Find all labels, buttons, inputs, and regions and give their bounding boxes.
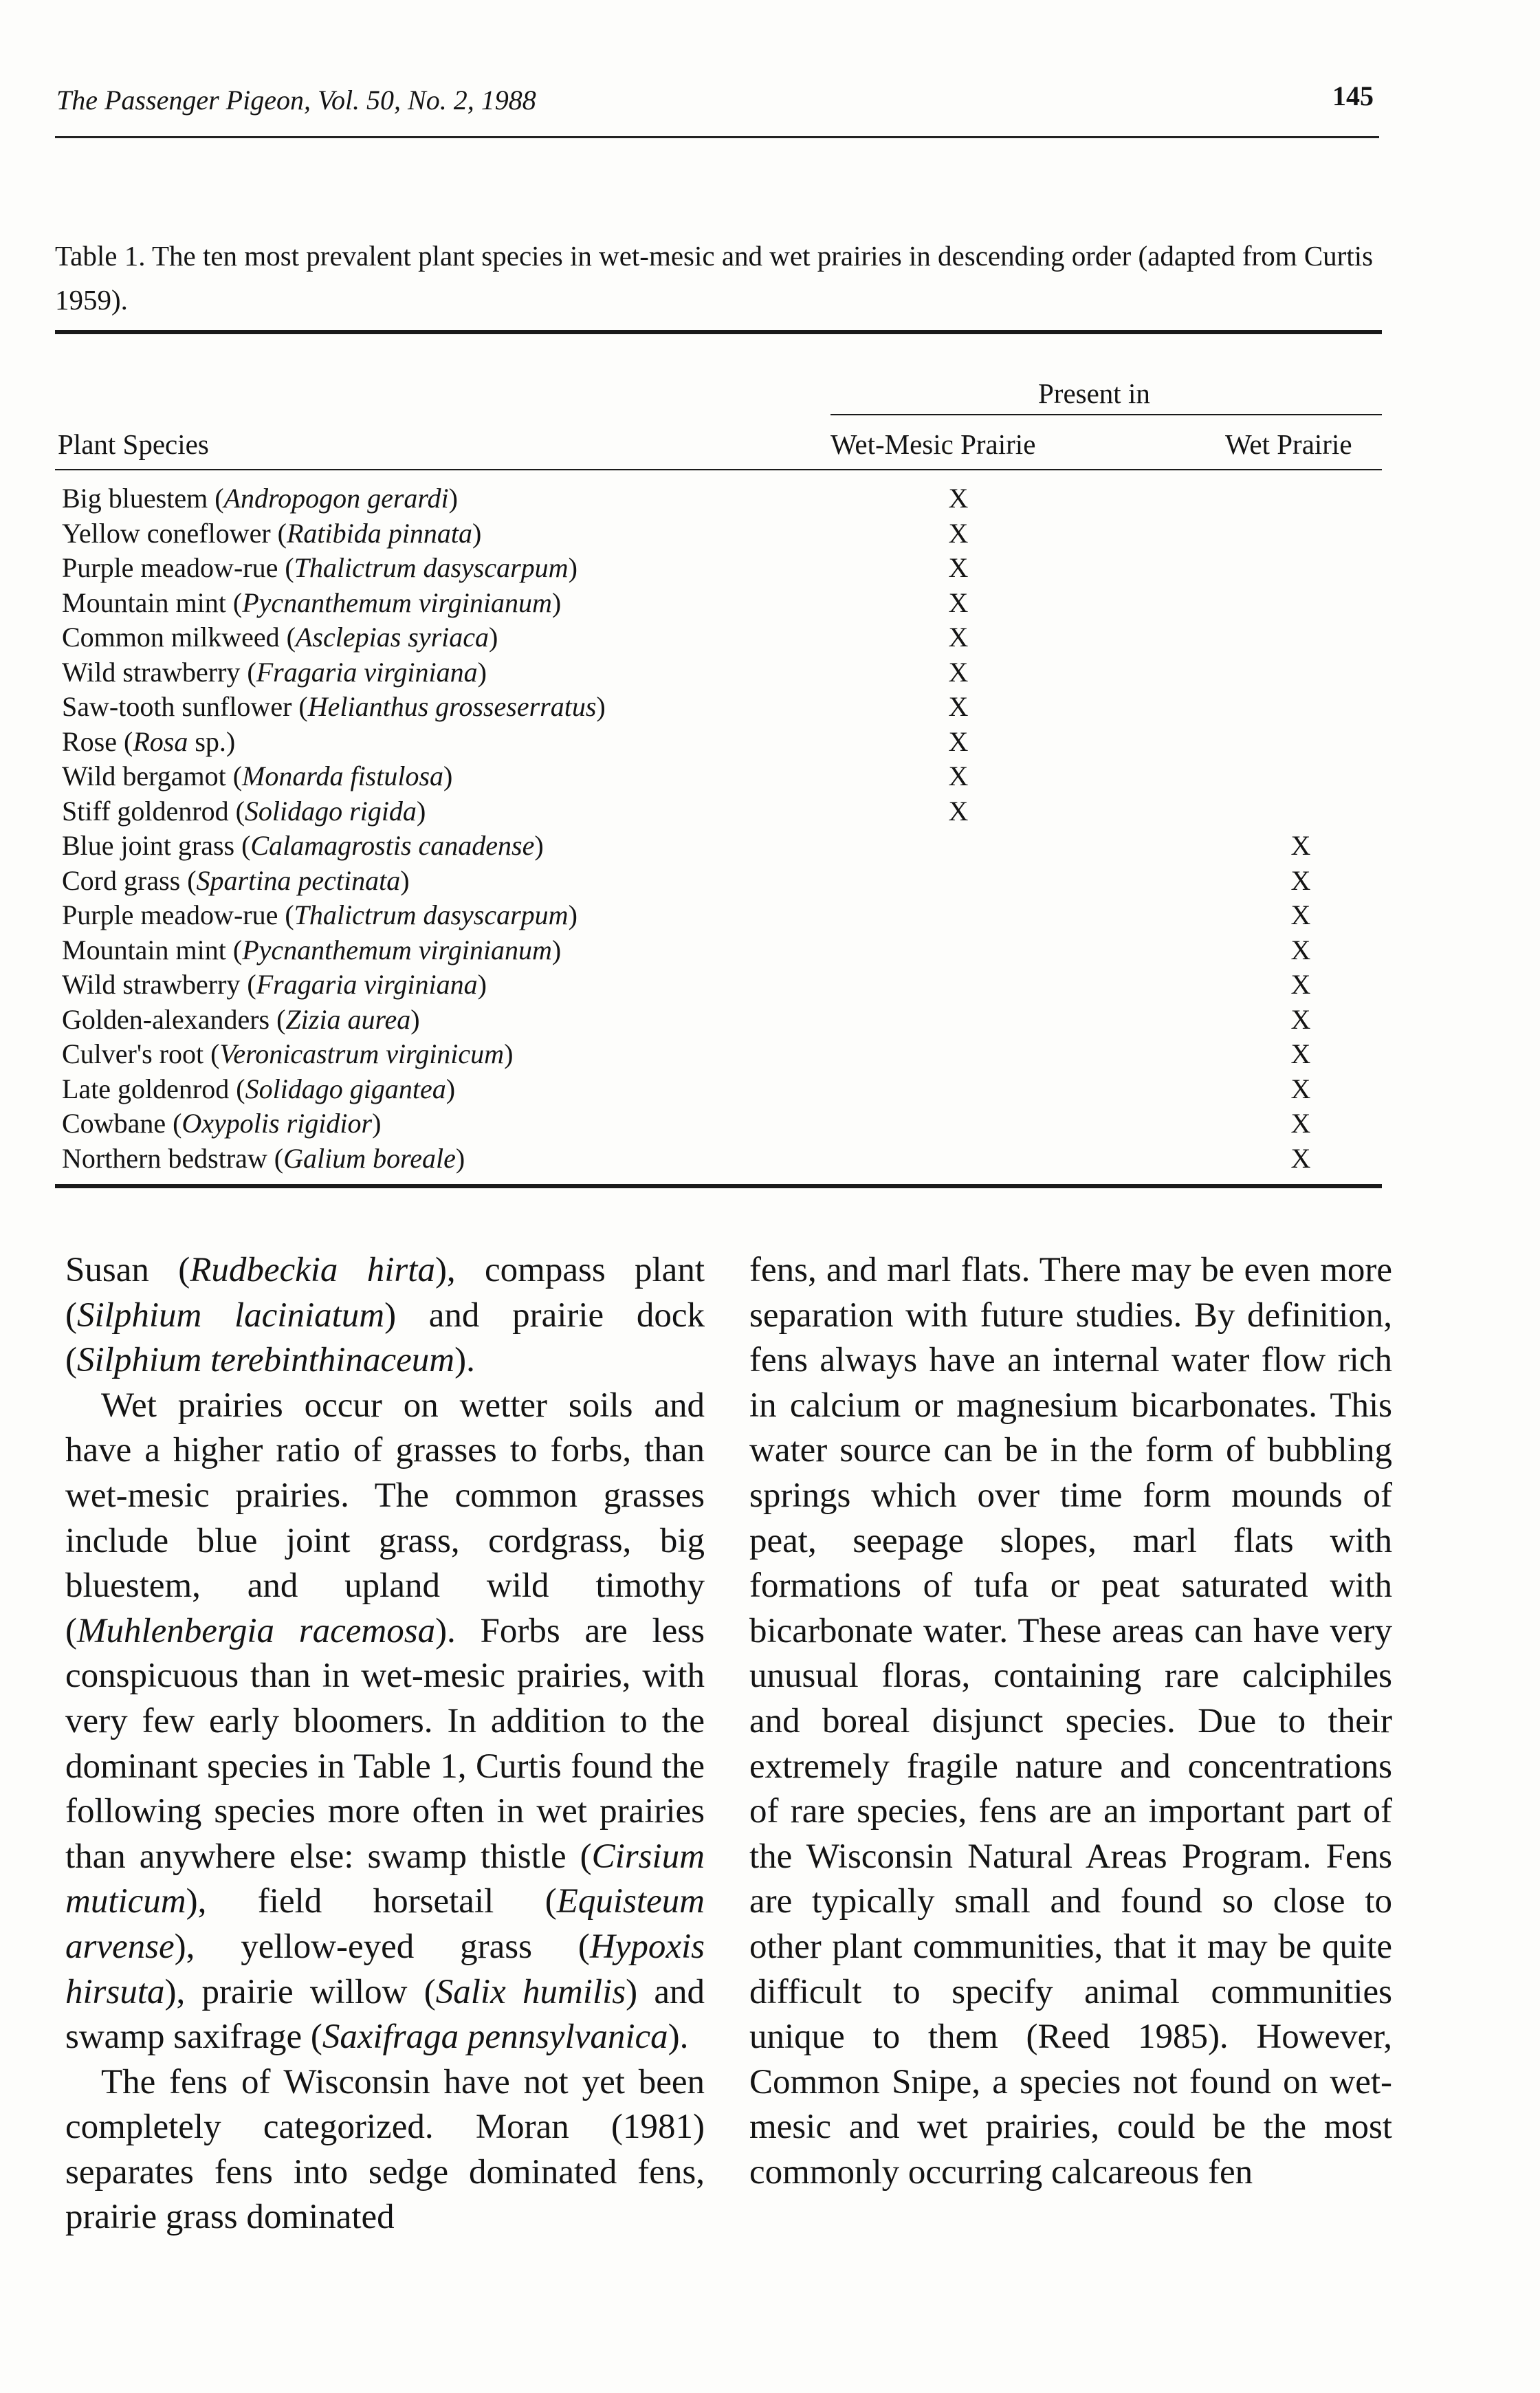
- wet-mesic-mark: X: [948, 483, 969, 514]
- common-name: Rose: [62, 725, 117, 757]
- latin-name: Solidago rigida: [244, 795, 417, 827]
- species-cell: Yellow coneflower (Ratibida pinnata): [62, 517, 482, 549]
- table-row: [62, 898, 1382, 933]
- column-header-wet: Wet Prairie: [1225, 428, 1352, 460]
- common-name: Northern bedstraw: [62, 1142, 267, 1174]
- table-caption: Table 1. The ten most prevalent plant species in wet-mesic and wet prairies in descending order (adapted from Curtis 1959).: [55, 240, 1374, 316]
- wet-prairie-mark: X: [1290, 1038, 1311, 1069]
- species-cell: Stiff goldenrod (Solidago rigida): [62, 795, 426, 827]
- table-row: [62, 1003, 1382, 1038]
- table-row: [62, 933, 1382, 968]
- common-name: Purple meadow-rue: [62, 552, 278, 583]
- wet-prairie-mark: X: [1290, 1003, 1311, 1035]
- species-latin-name: Silphium terebinthinaceum: [76, 1341, 455, 1380]
- text-run: ).: [454, 1341, 475, 1380]
- latin-name: Rosa: [133, 725, 188, 757]
- common-name: Late goldenrod: [62, 1073, 230, 1104]
- latin-name: Solidago gigantea: [245, 1073, 446, 1104]
- text-run: ), field horsetail (: [186, 1882, 557, 1921]
- wet-prairie-mark: X: [1290, 1108, 1311, 1139]
- common-name: Purple meadow-rue: [62, 899, 278, 930]
- table-row: [62, 655, 1382, 690]
- wet-prairie-mark: X: [1290, 899, 1311, 930]
- common-name: Wild bergamot: [62, 761, 226, 791]
- species-cell: Wild strawberry (Fragaria virginiana): [62, 969, 487, 1000]
- latin-name: Oxypolis rigidior: [182, 1108, 373, 1139]
- wet-prairie-mark: X: [1290, 969, 1311, 1000]
- species-latin-name: Saxifraga pennsylvanica: [322, 2018, 668, 2057]
- body-paragraph: [65, 1384, 705, 2060]
- latin-name: Thalictrum dasyscarpum: [294, 552, 569, 583]
- wet-mesic-mark: X: [948, 622, 969, 653]
- table-row: [62, 620, 1382, 655]
- page-number: 145: [1332, 80, 1374, 111]
- common-name: Wild strawberry: [62, 656, 241, 688]
- table-row: [62, 551, 1382, 586]
- species-latin-name: Equisteum arvense: [65, 1882, 705, 1966]
- common-name: Cowbane: [62, 1108, 166, 1139]
- common-name: Saw-tooth sunflower: [62, 691, 292, 722]
- species-cell: Cowbane (Oxypolis rigidior): [62, 1108, 382, 1139]
- latin-name: Fragaria virginiana: [256, 656, 478, 688]
- journal-title: The Passenger Pigeon, Vol. 50, No. 2, 1988: [56, 85, 536, 116]
- body-paragraph: [749, 1248, 1392, 2195]
- table-row: [62, 481, 1382, 516]
- latin-name: Asclepias syriaca: [295, 622, 490, 653]
- species-cell: Blue joint grass (Calamagrostis canadense): [62, 830, 544, 861]
- text-column-right: [749, 1248, 1392, 2195]
- species-table-body: [62, 481, 1382, 1176]
- wet-mesic-mark: X: [948, 552, 969, 583]
- species-cell: Wild bergamot (Monarda fistulosa): [62, 761, 453, 791]
- latin-name: Zizia aurea: [285, 1003, 411, 1035]
- body-paragraph: [65, 1248, 705, 1384]
- latin-name: Andropogon gerardi: [223, 483, 449, 514]
- species-latin-name: Cirsium muticum: [65, 1837, 705, 1921]
- latin-name: Monarda fistulosa: [242, 761, 444, 791]
- table-row: [62, 829, 1382, 864]
- latin-name: Galium boreale: [283, 1142, 456, 1174]
- wet-mesic-mark: X: [948, 761, 969, 791]
- table-row: [62, 516, 1382, 551]
- table-top-rule: [55, 330, 1382, 334]
- text-run: Susan (: [65, 1251, 190, 1289]
- table-bottom-rule: [55, 1184, 1382, 1188]
- latin-name: Thalictrum dasyscarpum: [294, 899, 569, 930]
- wet-mesic-mark: X: [948, 795, 969, 827]
- species-cell: Big bluestem (Andropogon gerardi): [62, 483, 458, 514]
- common-name: Mountain mint: [62, 587, 226, 618]
- species-latin-name: Muhlenbergia racemosa: [76, 1611, 436, 1650]
- species-cell: Rose (Rosa sp.): [62, 725, 236, 757]
- common-name: Wild strawberry: [62, 969, 241, 1000]
- latin-name: Fragaria virginiana: [256, 969, 478, 1000]
- species-cell: Purple meadow-rue (Thalictrum dasyscarpum): [62, 899, 578, 930]
- latin-name: Pycnanthemum virginianum: [242, 587, 552, 618]
- header-bottom-rule: [55, 469, 1382, 470]
- table-row: [62, 1106, 1382, 1141]
- body-paragraph: [65, 2060, 705, 2240]
- common-name: Yellow coneflower: [62, 517, 271, 549]
- common-name: Mountain mint: [62, 934, 226, 965]
- wet-prairie-mark: X: [1290, 864, 1311, 896]
- latin-name: Veronicastrum virginicum: [219, 1038, 505, 1069]
- text-run: ), yellow-eyed grass (: [174, 1927, 590, 1966]
- wet-mesic-mark: X: [948, 725, 969, 757]
- species-latin-name: Silphium laciniatum: [76, 1296, 385, 1335]
- wet-mesic-mark: X: [948, 691, 969, 722]
- species-cell: Mountain mint (Pycnanthemum virginianum): [62, 934, 562, 965]
- latin-name: Helianthus grosseserratus: [307, 691, 597, 722]
- text-column-left: [65, 1248, 705, 2240]
- latin-name: Pycnanthemum virginianum: [242, 934, 552, 965]
- column-header-wet-mesic: Wet-Mesic Prairie: [830, 428, 1036, 460]
- common-name: Cord grass: [62, 864, 181, 896]
- table-row: [62, 1072, 1382, 1107]
- table-row: [62, 690, 1382, 725]
- table-row: [62, 794, 1382, 829]
- species-cell: Culver's root (Veronicastrum virginicum): [62, 1038, 514, 1069]
- latin-name: Spartina pectinata: [196, 864, 401, 896]
- species-cell: Wild strawberry (Fragaria virginiana): [62, 656, 487, 688]
- wet-prairie-mark: X: [1290, 1142, 1311, 1174]
- species-cell: Late goldenrod (Solidago gigantea): [62, 1073, 456, 1104]
- table-row: [62, 586, 1382, 621]
- text-run: The fens of Wisconsin have not yet been completely categorized. Moran (1981) separates fens into sedge dominated fens, prairie grass dominated: [65, 2062, 705, 2237]
- table-row: [62, 864, 1382, 899]
- text-run: ). Forbs are less conspicuous than in wet-mesic prairies, with very few early bloomers. In addition to the dominant species in Table 1, Curtis found the following species more often in wet prairies than anywhere else: swamp thistle (: [65, 1611, 705, 1876]
- wet-prairie-mark: X: [1290, 934, 1311, 965]
- wet-mesic-mark: X: [948, 656, 969, 688]
- wet-mesic-mark: X: [948, 517, 969, 549]
- common-name: Stiff goldenrod: [62, 795, 229, 827]
- species-cell: Cord grass (Spartina pectinata): [62, 864, 410, 896]
- table-row: [62, 968, 1382, 1003]
- group-header-present-in: Present in: [1038, 378, 1150, 409]
- wet-prairie-mark: X: [1290, 830, 1311, 861]
- species-cell: Purple meadow-rue (Thalictrum dasyscarpum): [62, 552, 578, 583]
- text-run: ), prairie willow (: [164, 1972, 436, 2011]
- species-cell: Common milkweed (Asclepias syriaca): [62, 622, 498, 653]
- text-run: ), compass plant (: [65, 1251, 705, 1335]
- text-run: fens, and marl flats. There may be even more separation with future studies. By definition, fens always have an internal water flow rich in calcium or magnesium bicarbonates. This water source can be in the form of bubbling springs which over time form mounds of peat, seepage slopes, marl flats with formations of tufa or peat saturated with bicarbonate water. These areas can have very unusual floras, containing rare calciphiles and boreal disjunct species. Due to their extremely fragile nature and concentrations of rare species, fens are an important part of the Wisconsin Natural Areas Program. Fens are typically small and found so close to other plant communities, that it may be quite difficult to specify animal communities unique to them (Reed 1985). However, Common Snipe, a species not found on wet-mesic and wet prairies, could be the most commonly occurring calcareous fen: [749, 1251, 1392, 2192]
- species-latin-name: Rudbeckia hirta: [190, 1251, 435, 1289]
- table-row: [62, 759, 1382, 794]
- common-name: Golden-alexanders: [62, 1003, 270, 1035]
- text-run: ).: [668, 2018, 689, 2057]
- common-name: Big bluestem: [62, 483, 208, 514]
- common-name: Common milkweed: [62, 622, 280, 653]
- species-latin-name: Hypoxis hirsuta: [65, 1927, 705, 2011]
- text-run: ) and swamp saxifrage (: [65, 1972, 705, 2057]
- latin-suffix: sp.: [188, 725, 226, 757]
- species-cell: Golden-alexanders (Zizia aurea): [62, 1003, 420, 1035]
- table-row: [62, 1037, 1382, 1072]
- group-header-rule: [830, 414, 1382, 415]
- species-cell: Saw-tooth sunflower (Helianthus grosseserratus): [62, 691, 606, 722]
- species-latin-name: Salix humilis: [435, 1972, 626, 2011]
- running-header: [55, 74, 1379, 138]
- text-run: Wet prairies occur on wetter soils and have a higher ratio of grasses to forbs, than wet-mesic prairies. The common grasses include blue joint grass, cordgrass, big bluestem, and upland wild timothy (: [65, 1386, 705, 1650]
- common-name: Culver's root: [62, 1038, 204, 1069]
- latin-name: Calamagrostis canadense: [250, 830, 535, 861]
- species-cell: Northern bedstraw (Galium boreale): [62, 1142, 465, 1174]
- common-name: Blue joint grass: [62, 830, 235, 861]
- column-header-species: Plant Species: [58, 428, 209, 460]
- latin-name: Ratibida pinnata: [286, 517, 472, 549]
- wet-mesic-mark: X: [948, 587, 969, 618]
- wet-prairie-mark: X: [1290, 1073, 1311, 1104]
- species-cell: Mountain mint (Pycnanthemum virginianum): [62, 587, 562, 618]
- table-row: [62, 725, 1382, 760]
- table-row: [62, 1141, 1382, 1177]
- text-run: ) and prairie dock (: [65, 1296, 705, 1380]
